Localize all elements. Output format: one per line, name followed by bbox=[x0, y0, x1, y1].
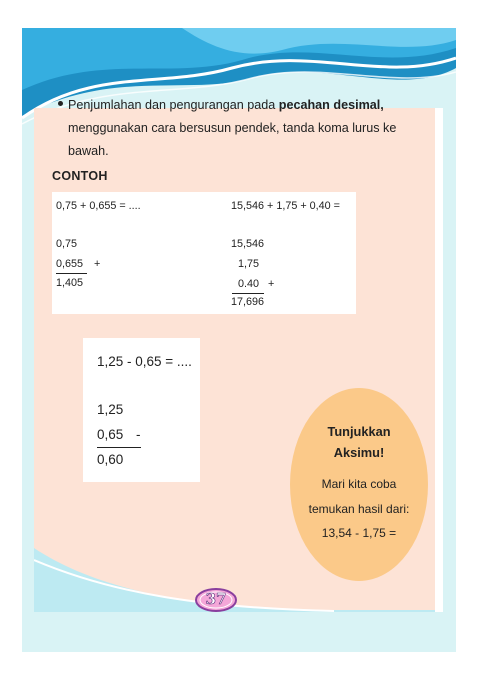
example-card-addition bbox=[52, 192, 356, 314]
contoh-label: CONTOH bbox=[52, 169, 108, 183]
example1-left-operand2: 0,655 bbox=[56, 258, 84, 270]
example1-left-result: 1,405 bbox=[56, 277, 84, 289]
example1-left-operator: + bbox=[94, 258, 101, 270]
challenge-line3: 13,54 - 1,75 = bbox=[321, 526, 397, 540]
example1-right-operand2: 1,75 bbox=[238, 258, 260, 270]
example1-left-sum-line bbox=[56, 273, 87, 274]
example1-right-sum-line bbox=[232, 293, 264, 294]
challenge-line2: temukan hasil dari: bbox=[308, 502, 410, 516]
example1-right-operand1: 15,546 bbox=[231, 238, 265, 250]
challenge-title-line2: Aksimu! bbox=[333, 445, 385, 460]
example1-right-equation: 15,546 + 1,75 + 0,40 = bbox=[231, 200, 340, 212]
example2-operand1: 1,25 bbox=[97, 402, 124, 417]
example1-left-operand1: 0,75 bbox=[56, 238, 78, 250]
bullet-text-before: Penjumlahan dan pengurangan pada bbox=[68, 98, 279, 112]
example1-right-operator: + bbox=[268, 278, 275, 290]
panel-edge bbox=[435, 108, 443, 612]
page-number: 37 bbox=[205, 590, 227, 608]
example1-right-operand3: 0.40 bbox=[238, 278, 260, 290]
challenge-circle bbox=[290, 388, 428, 581]
example2-operator: - bbox=[136, 427, 141, 442]
example2-operand2: 0,65 bbox=[97, 427, 124, 442]
bullet-text-bold: pecahan desimal, bbox=[278, 98, 384, 112]
example1-left-equation: 0,75 + 0,655 = .... bbox=[56, 200, 141, 212]
challenge-line1: Mari kita coba bbox=[321, 477, 397, 491]
example2-result: 0,60 bbox=[97, 452, 124, 467]
challenge-title-line1: Tunjukkan bbox=[327, 424, 391, 439]
example2-equation: 1,25 - 0,65 = .... bbox=[97, 354, 192, 369]
bullet-text-after: menggunakan cara bersusun pendek, tanda koma lurus ke bawah. bbox=[68, 121, 397, 158]
example1-right-result: 17,696 bbox=[231, 296, 265, 308]
example2-sum-line bbox=[97, 447, 141, 448]
bullet-text bbox=[48, 94, 408, 163]
example-card-subtraction bbox=[83, 338, 200, 482]
